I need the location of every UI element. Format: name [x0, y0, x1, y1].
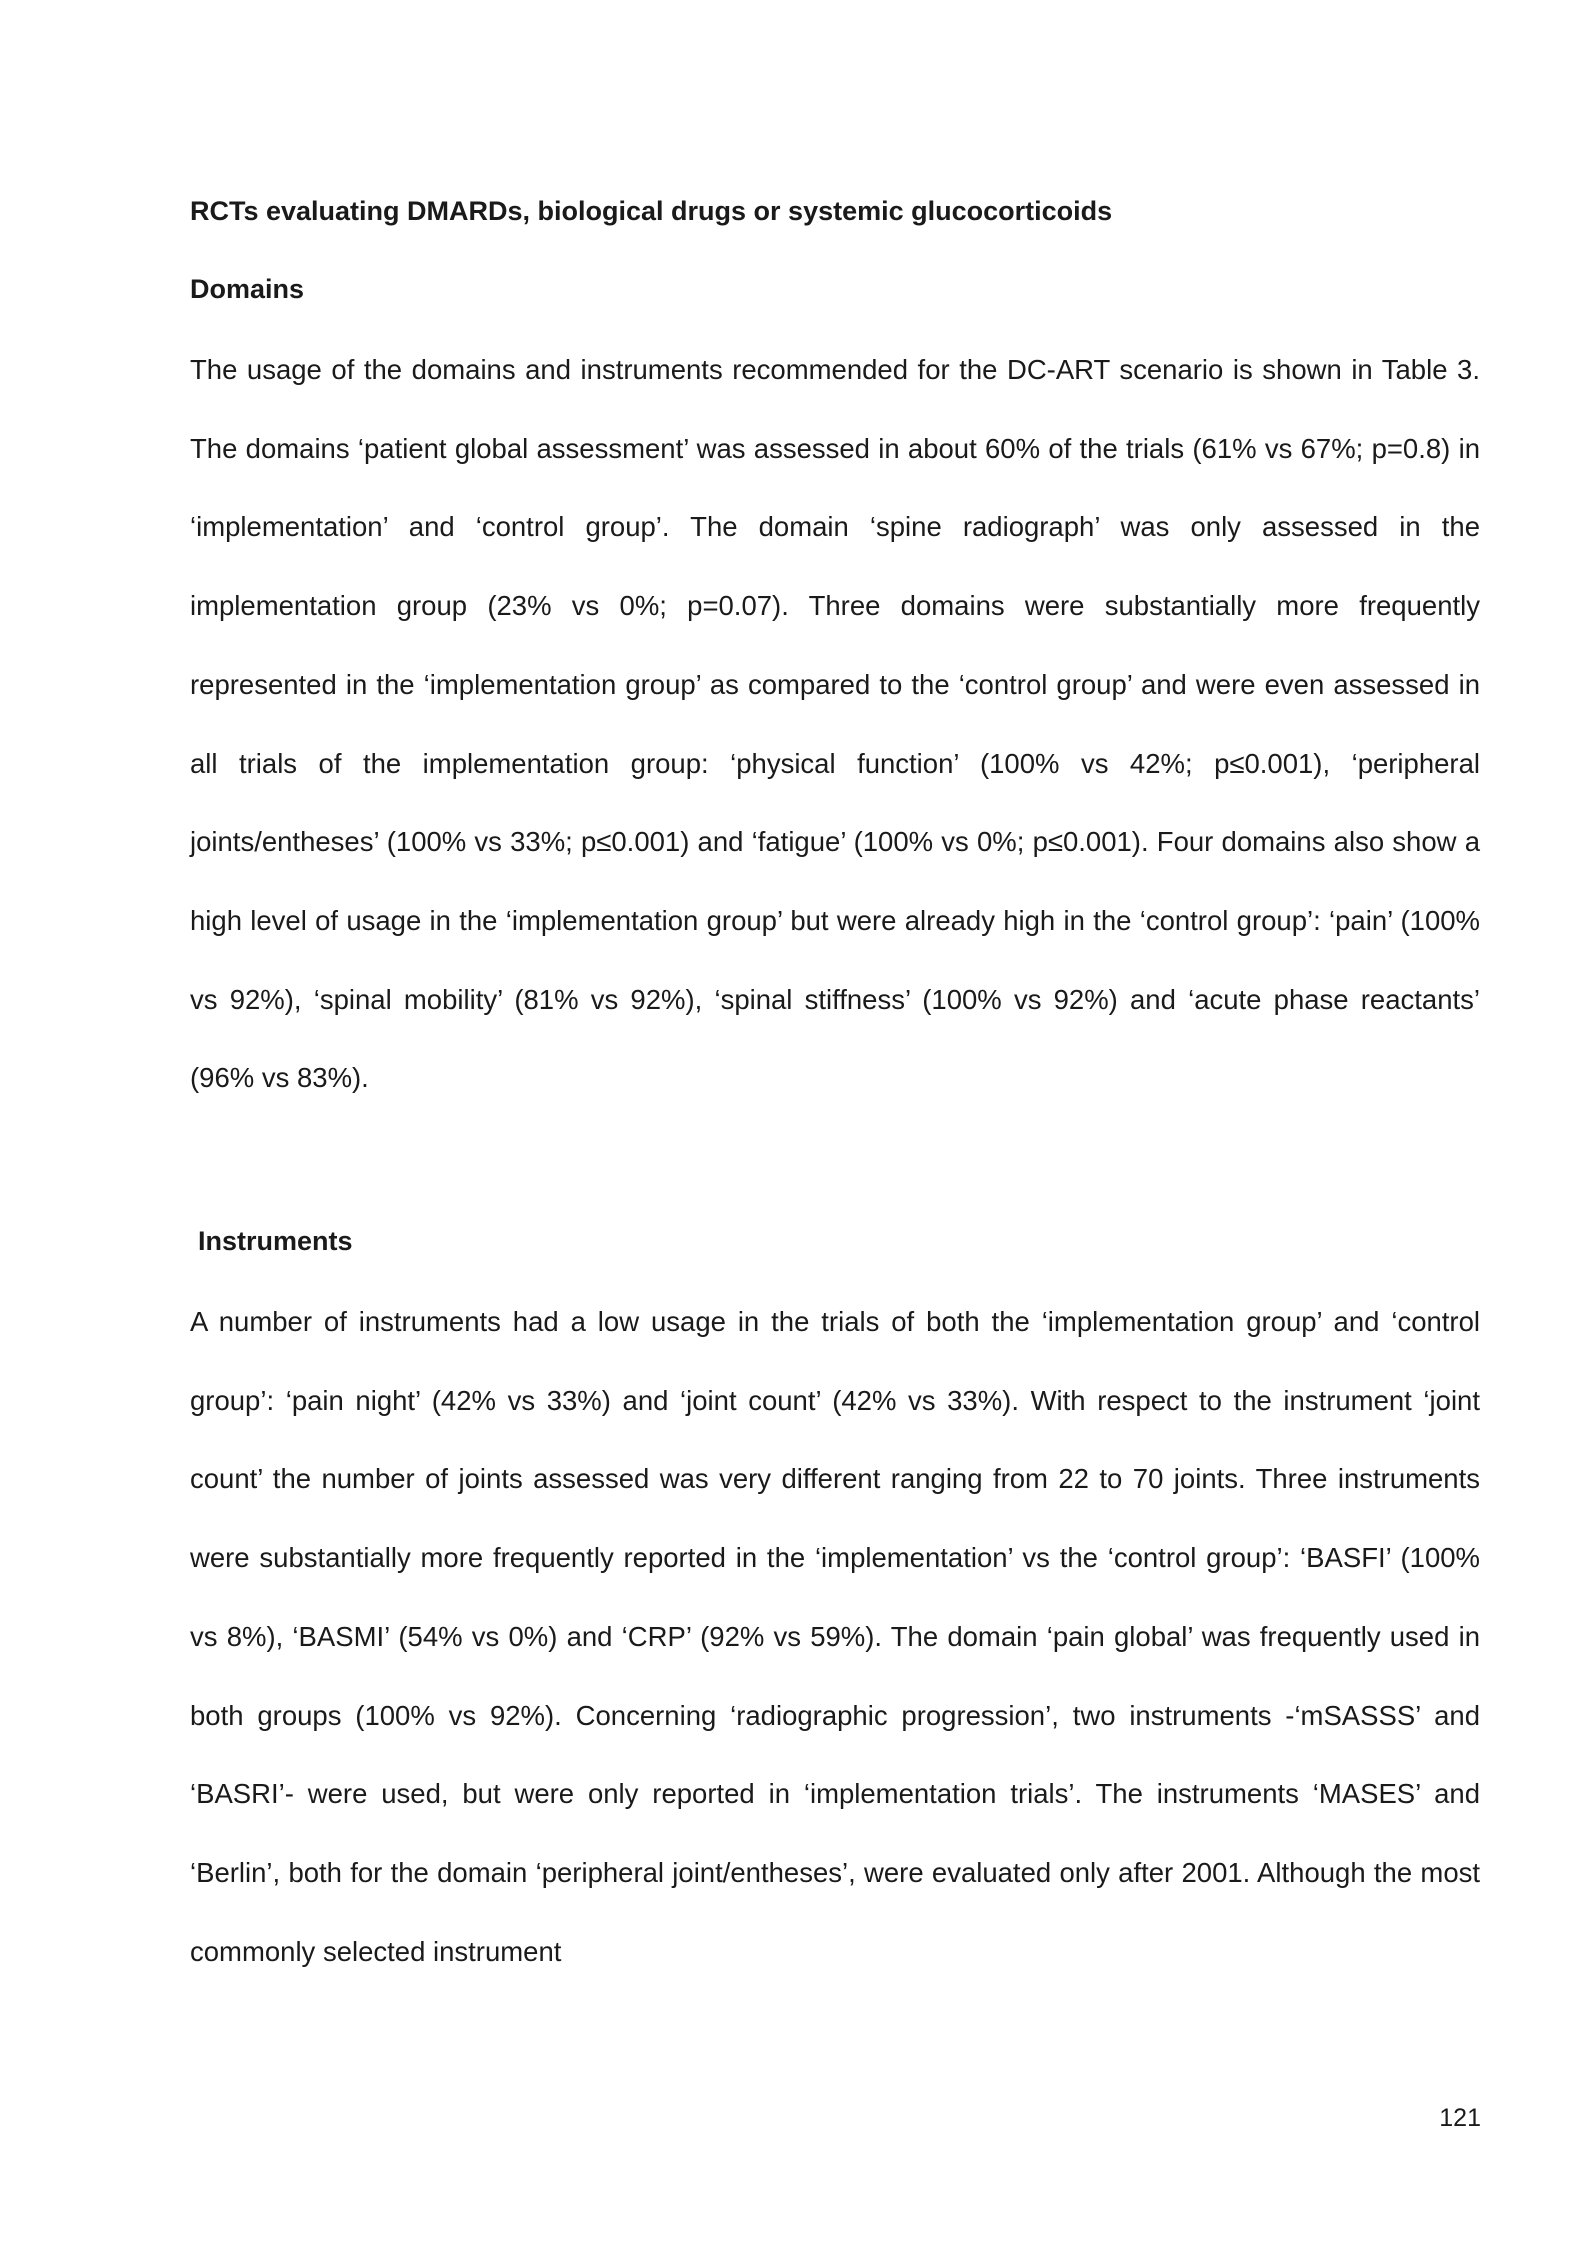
instruments-paragraph: A number of instruments had a low usage in the trials of both the ‘implementation group’ and ‘control group’: ‘pain night’ (42% vs 33%) and ‘joint count’ (42% vs 33%). With respect to the instrument ‘joint count’ the number of joints assessed was very different ranging from 22 to 70 joints. Three instruments were substantially more frequently reported in the ‘implementation’ vs the ‘control group’: ‘BASFI’ (100% vs 8%), ‘BASMI’ (54% vs 0%) and ‘CRP’ (92% vs 59%). The domain ‘pain global’ was frequently used in both groups (100% vs 92%). Concerning ‘radiographic progression’, two instruments -‘mSASSS’ and ‘BASRI’- were used, but were only reported in ‘implementation trials’. The instruments ‘MASES’ and ‘Berlin’, both for the domain ‘peripheral joint/entheses’, were evaluated only after 2001. Although the most commonly selected instrument: [190, 1306, 1480, 1967]
domains-heading: Domains: [190, 274, 305, 304]
instruments-heading: Instruments: [198, 1226, 353, 1256]
domains-paragraph: The usage of the domains and instruments recommended for the DC-ART scenario is shown in Table 3. The domains ‘patient global assessment’ was assessed in about 60% of the trials (61% vs 67%; p=0.8) in ‘implementation’ and ‘control group’. The domain ‘spine radiograph’ was only assessed in the implementation group (23% vs 0%; p=0.07). Three domains were substantially more frequently represented in the ‘implementation group’ as compared to the ‘control group’ and were even assessed in all trials of the implementation group: ‘physical function’ (100% vs 42%; p≤0.001), ‘peripheral joints/entheses’ (100% vs 33%; p≤0.001) and ‘fatigue’ (100% vs 0%; p≤0.001). Four domains also show a high level of usage in the ‘implementation group’ but were already high in the ‘control group’: ‘pain’ (100% vs 92%), ‘spinal mobility’ (81% vs 92%), ‘spinal stiffness’ (100% vs 92%) and ‘acute phase reactants’ (96% vs 83%).: [190, 354, 1480, 1094]
section-title: RCTs evaluating DMARDs, biological drugs or systemic glucocorticoids: [190, 196, 1113, 226]
page-number: 121: [1439, 2104, 1481, 2132]
